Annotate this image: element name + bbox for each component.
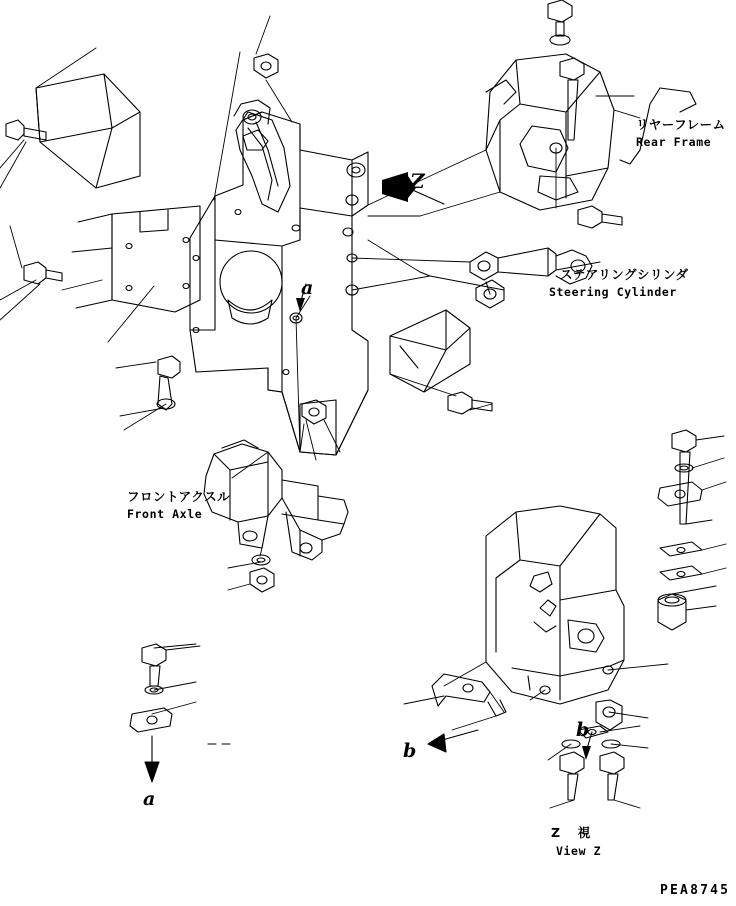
nut-upper-left	[254, 54, 278, 78]
bolt-rear-frame-bottom	[578, 206, 622, 228]
detail-b-left-parts	[428, 674, 506, 752]
label-view-z-en: View Z	[556, 844, 602, 858]
bolt-viewz-right	[600, 740, 624, 800]
callout-b-detail-left: b	[403, 740, 417, 762]
label-section-z: Z	[410, 169, 425, 193]
shim-plates-right	[660, 542, 702, 580]
leader-lines	[0, 16, 726, 808]
bolt-washer-right	[658, 430, 702, 524]
label-rear-frame-en: Rear Frame	[636, 135, 712, 149]
bolt-rear-frame-top-a	[548, 0, 572, 45]
label-view-z-jp: Z 視	[551, 825, 594, 840]
view-z-assembly	[486, 506, 624, 730]
rear-frame-assembly	[486, 54, 696, 210]
nut-front-axle	[250, 568, 274, 592]
part-number: PEA8745	[660, 883, 731, 898]
label-steering-cylinder-jp: ステアリングシリンダ	[560, 267, 689, 282]
label-front-axle-en: Front Axle	[127, 507, 203, 521]
label-rear-frame-jp: リヤーフレーム	[636, 117, 726, 132]
callout-a-main: a	[301, 277, 314, 299]
right-small-guard	[390, 310, 470, 392]
bolt-left-mid	[24, 262, 62, 284]
callout-a-detail: a	[143, 788, 156, 810]
bushing-right	[658, 594, 686, 630]
bolt-rear-frame-top-b	[560, 58, 584, 140]
callout-b-detail-right: b	[576, 719, 590, 741]
left-fender-guard	[36, 74, 140, 188]
main-frame-body	[112, 100, 368, 455]
bolt-left-lower	[157, 356, 180, 410]
detail-a-parts	[130, 644, 230, 782]
label-steering-cylinder-en: Steering Cylinder	[549, 285, 677, 299]
label-front-axle-jp: フロントアクスル	[127, 489, 231, 504]
